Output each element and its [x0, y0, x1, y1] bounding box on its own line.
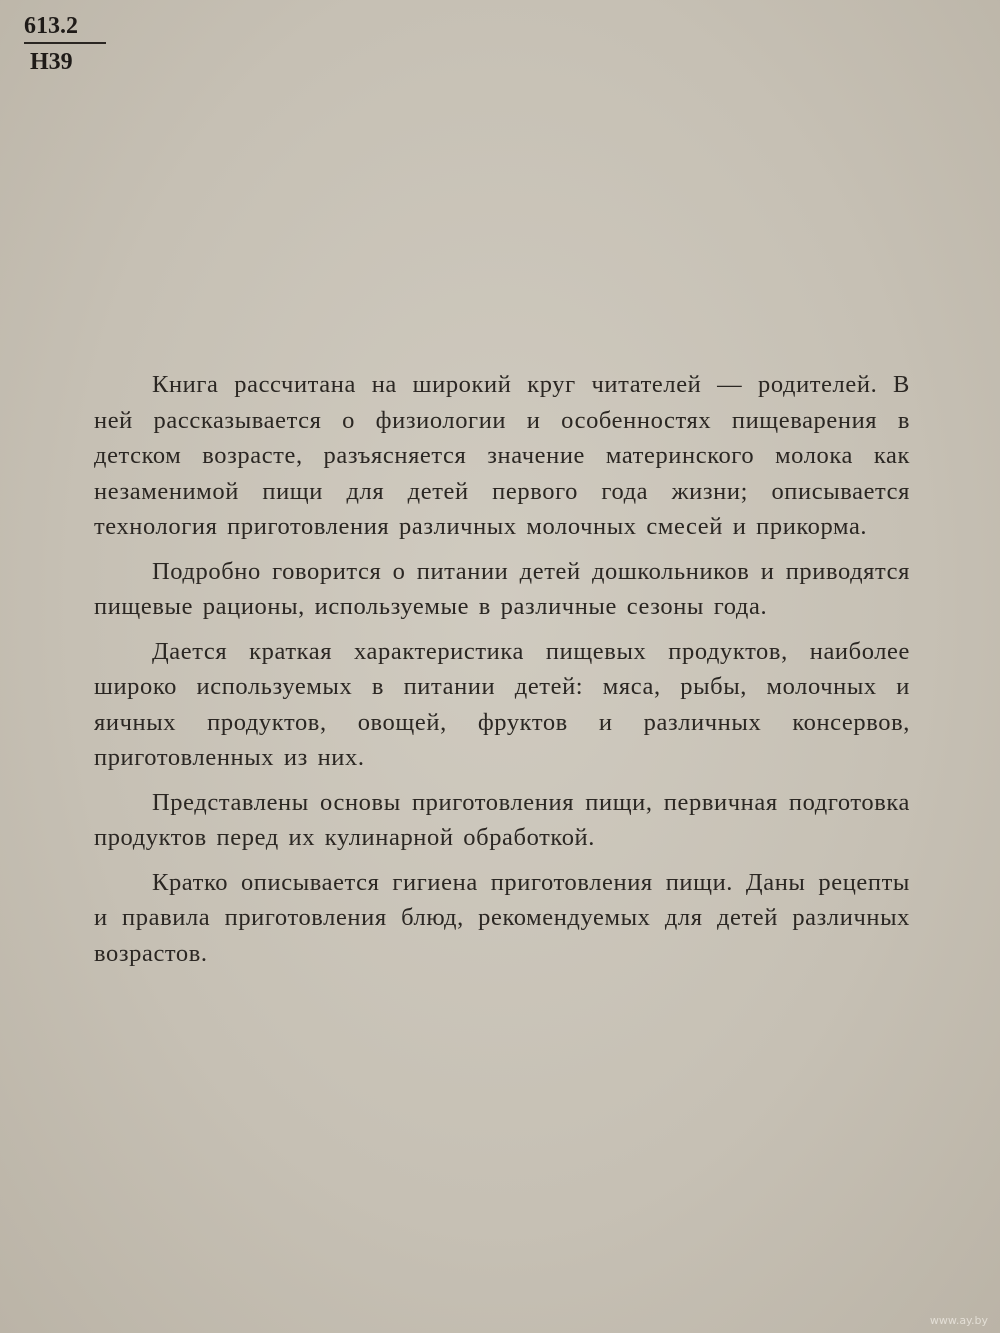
annotation-paragraph: Представлены основы приготовления пищи, первичная подготовка продуктов перед их кулинарной обработкой.: [94, 788, 910, 851]
author-mark: Н39: [30, 49, 73, 75]
annotation-paragraph: Кратко описывается гигиена приготовления пищи. Даны рецепты и правила приготовления блюд, рекомендуемых для детей различных возрастов.: [94, 868, 910, 967]
site-watermark: www.ay.by: [929, 1314, 988, 1327]
classification-number: 613.2: [24, 14, 106, 44]
annotation-paragraph: Дается краткая характеристика пищевых продуктов, наиболее широко используемых в питании детей: мяса, рыбы, молочных и яичных продуктов, овощей, фруктов и различных консервов, приготовленных из них.: [94, 637, 910, 771]
annotation-paragraph: Подробно говорится о питании детей дошкольников и приводятся пищевые рационы, используемые в различные сезоны года.: [94, 557, 910, 620]
annotation-paragraph: Книга рассчитана на широкий круг читателей — родителей. В ней рассказывается о физиологии и особенностях пищеварения в детском возрасте, разъясняется значение материнского молока как незаменимой пищи для детей первого года жизни; описывается технология приготовления различных молочных смесей и прикорма.: [94, 371, 910, 540]
book-annotation: [94, 367, 910, 980]
library-classification-index: [24, 14, 110, 74]
